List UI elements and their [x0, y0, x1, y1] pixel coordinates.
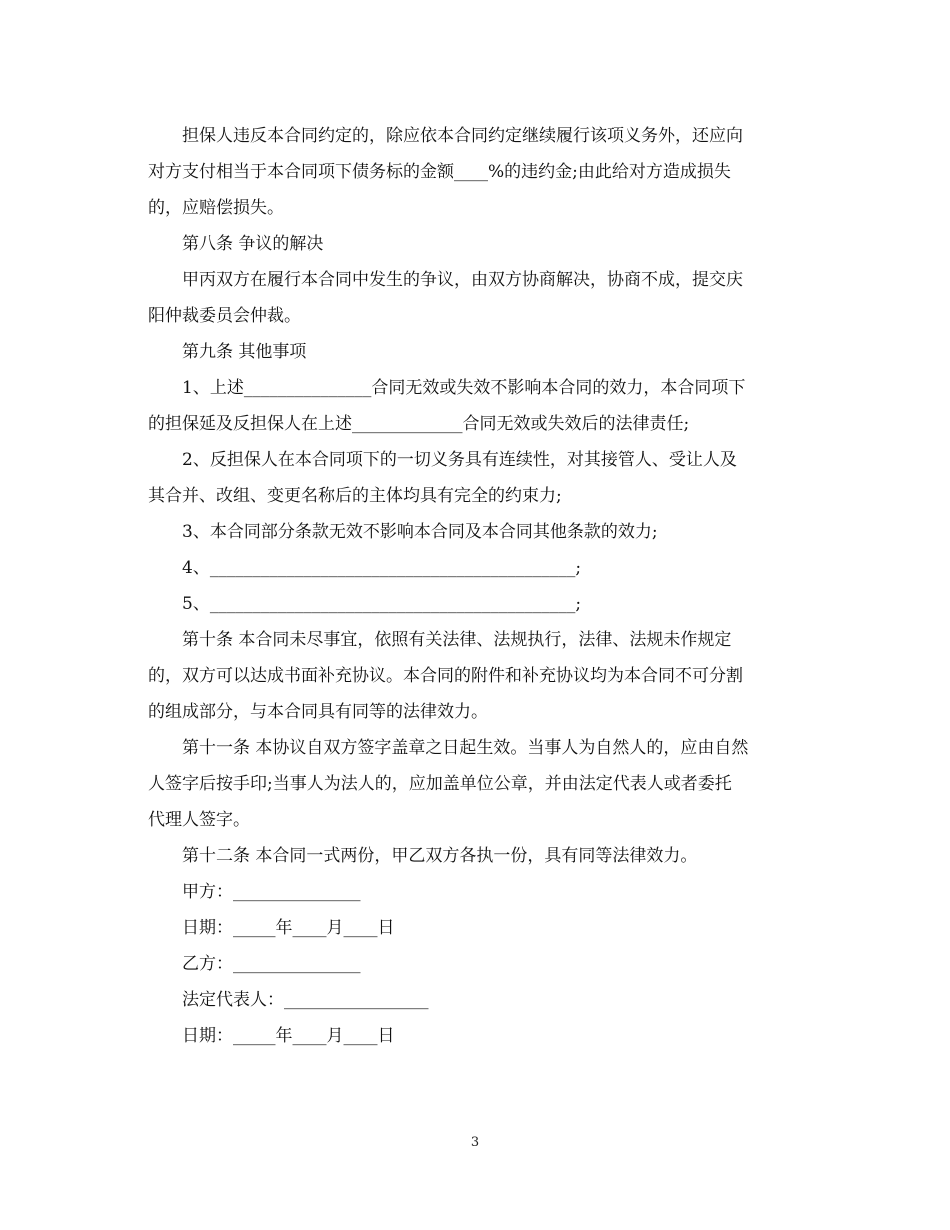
party-b-date-line [148, 1018, 808, 1054]
text-line: 对方支付相当于本合同项下债务标的金额____%的违约金;由此给对方造成损失 [148, 162, 731, 182]
list-item-5 [148, 586, 808, 622]
page-number: 3 [470, 1135, 480, 1150]
paragraph-guarantor-breach [148, 118, 808, 226]
document-body [148, 118, 808, 1054]
party-a-signature-line [148, 874, 808, 910]
text-line: 的，双方可以达成书面补充协议。本合同的附件和补充协议均为本合同不可分割 [148, 666, 743, 686]
text-line: 甲丙双方在履行本合同中发生的争议，由双方协商解决，协商不成，提交庆 [182, 270, 743, 290]
text-line: 日期：_____年____月____日 [182, 918, 395, 938]
text-line: 第十条 本合同未尽事宜，依照有关法律、法规执行，法律、法规未作规定 [182, 630, 732, 650]
text-line: 乙方：_______________ [182, 954, 361, 974]
list-item-4 [148, 550, 808, 586]
party-b-signature-line [148, 946, 808, 982]
text-line: 第十一条 本协议自双方签字盖章之日起生效。当事人为自然人的，应由自然 [182, 738, 749, 758]
paragraph-article-10 [148, 622, 808, 730]
text-line: 代理人签字。 [148, 810, 250, 830]
article-9-heading [148, 334, 808, 370]
list-item-3 [148, 514, 808, 550]
text-line: 人签字后按手印;当事人为法人的，应加盖单位公章，并由法定代表人或者委托 [148, 774, 732, 794]
text-line: 法定代表人：_________________ [182, 990, 429, 1010]
paragraph-article-12 [148, 838, 808, 874]
text-line: 4、___________________________________________; [182, 558, 582, 578]
text-line: 2、反担保人在本合同项下的一切义务具有连续性，对其接管人、受让人及 [182, 450, 737, 470]
party-a-date-line [148, 910, 808, 946]
text-line: 担保人违反本合同约定的，除应依本合同约定继续履行该项义务外，还应向 [182, 126, 743, 146]
paragraph-article-8-body [148, 262, 808, 334]
text-line: 的，应赔偿损失。 [148, 198, 284, 218]
text-line: 甲方：_______________ [182, 882, 361, 902]
text-line: 阳仲裁委员会仲裁。 [148, 306, 301, 326]
paragraph-article-11 [148, 730, 808, 838]
article-8-heading [148, 226, 808, 262]
text-line: 1、上述_______________合同无效或失效不影响本合同的效力，本合同项下 [182, 378, 746, 398]
text-line: 的组成部分，与本合同具有同等的法律效力。 [148, 702, 488, 722]
text-line: 5、___________________________________________; [182, 594, 582, 614]
heading-line: 第八条 争议的解决 [182, 234, 324, 254]
text-line: 的担保延及反担保人在上述_____________合同无效或失效后的法律责任; [148, 414, 690, 434]
list-item-1 [148, 370, 808, 442]
text-line: 其合并、改组、变更名称后的主体均具有完全的约束力; [148, 486, 562, 506]
heading-line: 第九条 其他事项 [182, 342, 307, 362]
list-item-2 [148, 442, 808, 514]
legal-representative-line [148, 982, 808, 1018]
text-line: 日期：_____年____月____日 [182, 1026, 395, 1046]
text-line: 第十二条 本合同一式两份，甲乙双方各执一份，具有同等法律效力。 [182, 846, 698, 866]
text-line: 3、本合同部分条款无效不影响本合同及本合同其他条款的效力; [182, 522, 658, 542]
